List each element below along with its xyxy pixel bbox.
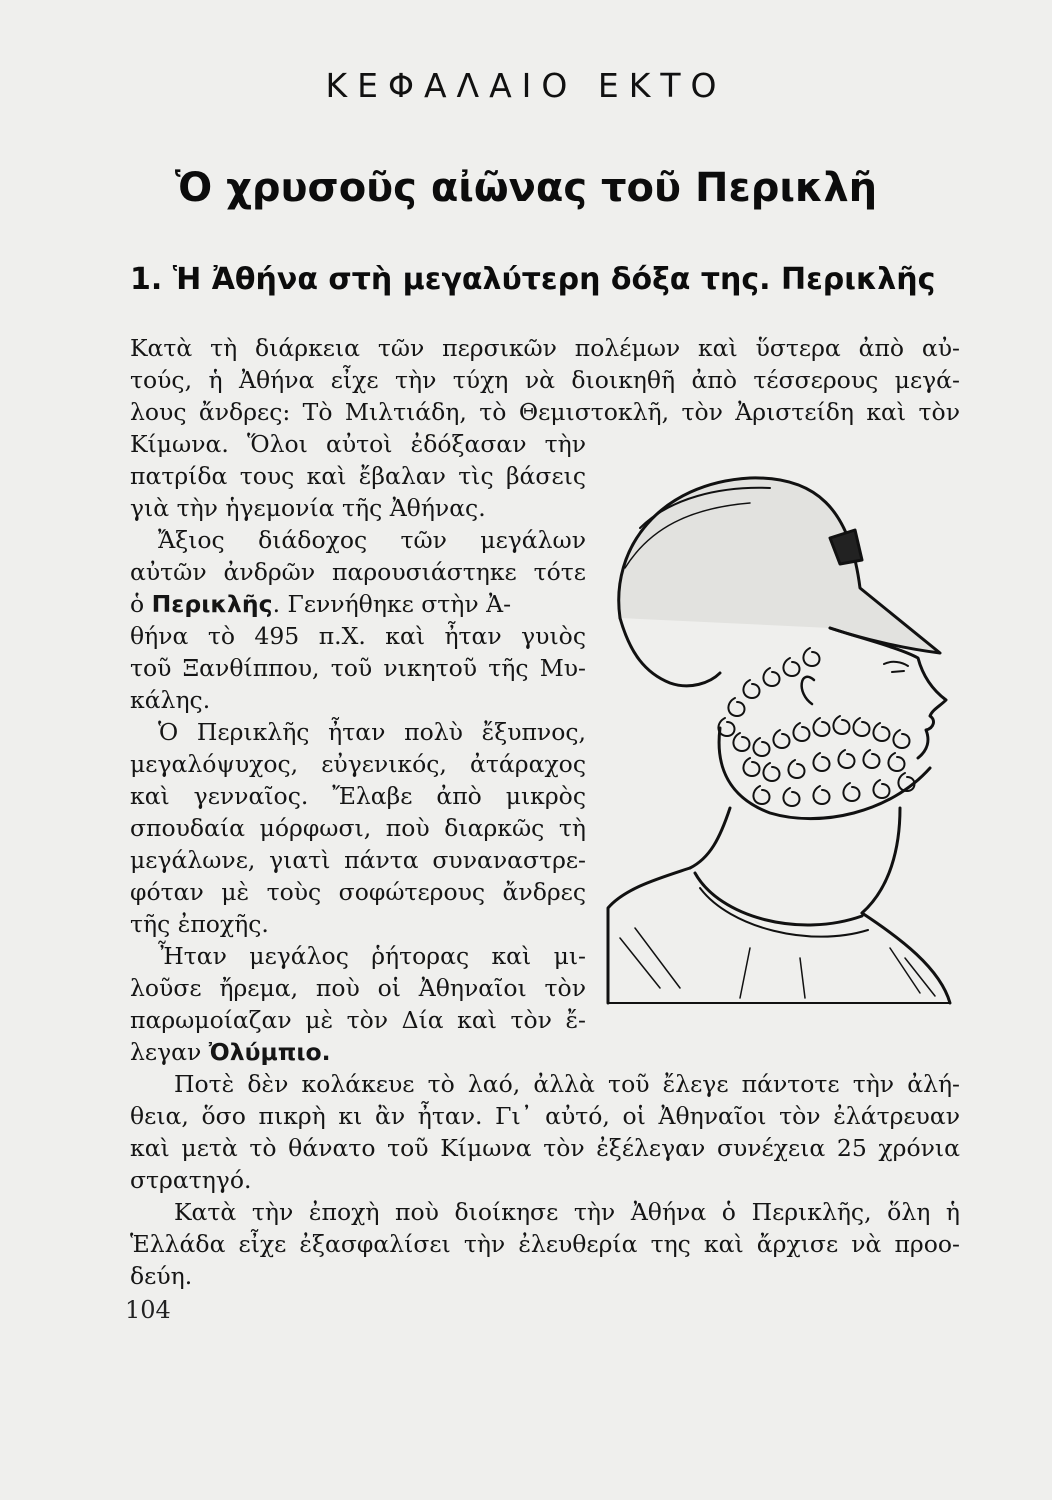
text-line: κάλης. — [130, 686, 211, 714]
text-line: γιὰ τὴν ἡγεμονία τῆς Ἀθήνας. — [130, 494, 486, 522]
text-line: τούς, ἡ Ἀθήνα εἶχε τὴν τύχη νὰ διοικηθῆ ἀπὸ τέσσερους μεγά- — [130, 366, 960, 394]
text-line — [130, 1037, 586, 1067]
section-heading: 1. Ἡ Ἀθήνα στὴ μεγαλύτερη δόξα της. Περικλῆς — [130, 262, 936, 297]
text-line: λοῦσε ἤρεμα, ποὺ οἱ Ἀθηναῖοι τὸν — [130, 974, 586, 1002]
text-line: αὐτῶν ἀνδρῶν παρουσιάστηκε τότε — [130, 558, 586, 586]
text-line — [130, 589, 586, 619]
text-line: δεύη. — [130, 1262, 193, 1290]
text-line: μεγάλωνε, γιατὶ πάντα συναναστρε- — [130, 846, 586, 874]
text-line: Κατὰ τὴ διάρκεια τῶν περσικῶν πολέμων καὶ ὕστερα ἀπὸ αὐ- — [130, 334, 960, 362]
text-fragment: ὁ — [130, 590, 152, 618]
text-line: τῆς ἐποχῆς. — [130, 910, 269, 938]
text-line: μεγαλόψυχος, εὐγενικός, ἀτάραχος — [130, 750, 586, 778]
text-line: θεια, ὅσο πικρὴ κι ἂν ἦταν. Γι᾿ αὐτό, οἱ Ἀθηναῖοι τὸν ἐλάτρευαν — [130, 1102, 960, 1130]
text-line: Ὁ Περικλῆς ἦταν πολὺ ἔξυπνος, — [158, 718, 586, 746]
text-line: παρωμοίαζαν μὲ τὸν Δία καὶ τὸν ἔ- — [130, 1006, 586, 1034]
text-line: Κατὰ τὴν ἐποχὴ ποὺ διοίκησε τὴν Ἀθήνα ὁ Περικλῆς, ὅλη ἡ — [174, 1198, 960, 1226]
name-olympios: Ὀλύμπιο. — [208, 1038, 331, 1066]
text-line: θήνα τὸ 495 π.Χ. καὶ ἦταν γυιὸς — [130, 622, 586, 650]
text-line: τοῦ Ξανθίππου, τοῦ νικητοῦ τῆς Μυ- — [130, 654, 586, 682]
text-line: λους ἄνδρες: Τὸ Μιλτιάδη, τὸ Θεμιστοκλῆ, τὸν Ἀριστείδη καὶ τὸν — [130, 398, 960, 426]
text-line: Ποτὲ δὲν κολάκευε τὸ λαό, ἀλλὰ τοῦ ἔλεγε πάντοτε τὴν ἀλή- — [174, 1070, 960, 1098]
text-line: Ἑλλάδα εἶχε ἐξασφαλίσει τὴν ἐλευθερία της καὶ ἄρχισε νὰ προο- — [130, 1230, 960, 1258]
text-fragment: λεγαν — [130, 1038, 209, 1066]
text-line: καὶ γενναῖος. Ἔλαβε ἀπὸ μικρὸς — [130, 782, 586, 810]
chapter-title: Ὁ χρυσοῦς αἰῶνας τοῦ Περικλῆ — [174, 165, 878, 211]
text-line: Ἄξιος διάδοχος τῶν μεγάλων — [158, 526, 586, 554]
text-line: καὶ μετὰ τὸ θάνατο τοῦ Κίμωνα τὸν ἐξέλεγαν συνέχεια 25 χρόνια — [130, 1134, 960, 1162]
text-line: Ἦταν μεγάλος ῥήτορας καὶ μι- — [158, 942, 586, 970]
text-line: πατρίδα τους καὶ ἔβαλαν τὶς βάσεις — [130, 462, 586, 490]
chapter-heading: ΚΕΦΑΛΑΙΟ ΕΚΤΟ — [325, 66, 727, 105]
text-line: Κίμωνα. Ὅλοι αὐτοὶ ἐδόξασαν τὴν — [130, 430, 586, 458]
text-line: φόταν μὲ τοὺς σοφώτερους ἄνδρες — [130, 878, 586, 906]
text-line: στρατηγό. — [130, 1166, 252, 1194]
page-number: 104 — [125, 1296, 171, 1324]
name-pericles: Περικλῆς — [151, 590, 273, 618]
text-line: σπουδαία μόρφωσι, ποὺ διαρκῶς τὴ — [130, 814, 586, 842]
text-fragment: . Γεννήθηκε στὴν Ἀ- — [272, 590, 512, 618]
pericles-portrait-icon — [600, 468, 972, 1028]
